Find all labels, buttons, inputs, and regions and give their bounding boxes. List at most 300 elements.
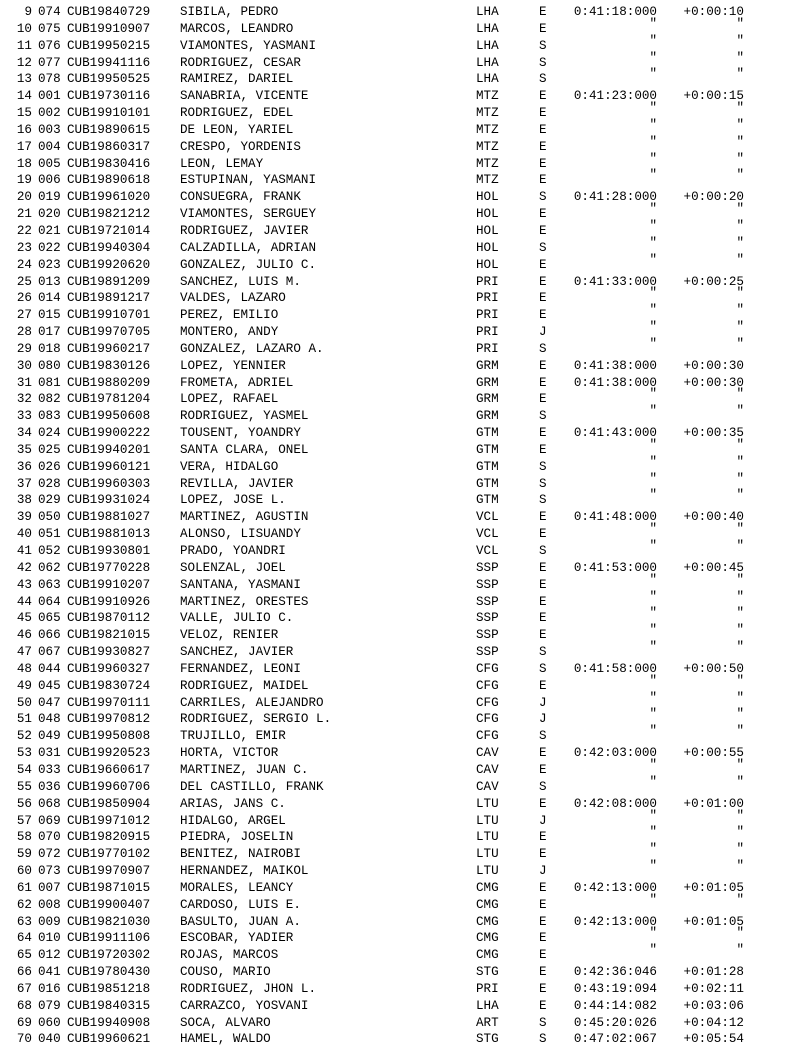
finish-time-cell: 0:41:23:000 bbox=[573, 89, 657, 104]
team-code-cell: MTZ bbox=[476, 173, 499, 188]
time-gap-cell: " bbox=[736, 320, 744, 335]
finish-time-cell: " bbox=[649, 539, 657, 553]
team-code-cell: GTM bbox=[476, 426, 499, 441]
license-code-cell: CUB19910207 bbox=[67, 577, 151, 592]
position-cell: 70 bbox=[16, 1032, 32, 1047]
team-code-cell: LHA bbox=[476, 5, 499, 19]
bib-number-cell: 048 bbox=[38, 712, 61, 727]
finish-time-cell: " bbox=[649, 892, 657, 907]
position-cell: 29 bbox=[16, 341, 32, 356]
finish-time-cell: " bbox=[649, 286, 657, 301]
bib-number-cell: 020 bbox=[38, 207, 61, 222]
rider-name-cell: PIEDRA, JOSELIN bbox=[180, 830, 294, 845]
rider-name-cell: HAMEL, WALDO bbox=[180, 1032, 271, 1047]
bib-number-cell: 013 bbox=[38, 274, 61, 289]
position-cell: 23 bbox=[16, 240, 32, 255]
finish-time-cell: " bbox=[649, 320, 657, 335]
finish-time-cell: " bbox=[649, 606, 657, 621]
bib-number-cell: 007 bbox=[38, 880, 61, 895]
position-cell: 31 bbox=[16, 375, 32, 390]
rider-name-cell: FERNANDEZ, LEONI bbox=[180, 661, 301, 676]
finish-time-cell: 0:41:28:000 bbox=[573, 190, 657, 205]
finish-time-cell: " bbox=[649, 488, 657, 503]
rider-name-cell: GONZALEZ, LAZARO A. bbox=[180, 341, 324, 356]
time-gap-cell: " bbox=[736, 943, 744, 958]
license-code-cell: CUB19820915 bbox=[67, 830, 151, 845]
time-gap-cell: " bbox=[736, 437, 744, 452]
team-code-cell: LHA bbox=[476, 38, 499, 53]
rider-name-cell: VERA, HIDALGO bbox=[180, 459, 279, 474]
license-code-cell: CUB19910926 bbox=[67, 594, 151, 609]
license-code-cell: CUB19891209 bbox=[67, 274, 151, 289]
bib-number-cell: 072 bbox=[38, 847, 61, 862]
category-cell: E bbox=[539, 308, 547, 323]
bib-number-cell: 031 bbox=[38, 746, 61, 761]
position-cell: 38 bbox=[16, 493, 32, 508]
category-cell: E bbox=[539, 880, 547, 895]
position-cell: 22 bbox=[16, 223, 32, 238]
results-list bbox=[0, 4, 800, 1048]
team-code-cell: HOL bbox=[476, 223, 499, 238]
finish-time-cell: " bbox=[649, 67, 657, 82]
finish-time-cell: " bbox=[649, 218, 657, 233]
category-cell: E bbox=[539, 746, 547, 761]
finish-time-cell: " bbox=[649, 303, 657, 318]
time-gap-cell: +0:01:00 bbox=[683, 796, 744, 811]
team-code-cell: LTU bbox=[476, 796, 499, 811]
category-cell: S bbox=[539, 729, 547, 744]
bib-number-cell: 015 bbox=[38, 308, 61, 323]
time-gap-cell: " bbox=[736, 774, 744, 789]
bib-number-cell: 014 bbox=[38, 291, 61, 306]
time-gap-cell: +0:05:54 bbox=[683, 1032, 744, 1047]
position-cell: 54 bbox=[16, 762, 32, 777]
bib-number-cell: 060 bbox=[38, 1015, 61, 1030]
time-gap-cell: " bbox=[736, 606, 744, 621]
license-code-cell: CUB19910907 bbox=[67, 21, 151, 36]
category-cell: E bbox=[539, 392, 547, 407]
license-code-cell: CUB19720302 bbox=[67, 948, 151, 963]
finish-time-cell: " bbox=[649, 33, 657, 48]
team-code-cell: HOL bbox=[476, 240, 499, 255]
team-code-cell: CFG bbox=[476, 678, 499, 693]
position-cell: 43 bbox=[16, 577, 32, 592]
finish-time-cell: 0:41:38:000 bbox=[573, 375, 657, 390]
category-cell: E bbox=[539, 442, 547, 457]
finish-time-cell: " bbox=[649, 926, 657, 941]
team-code-cell: CAV bbox=[476, 762, 499, 777]
category-cell: E bbox=[539, 914, 547, 929]
bib-number-cell: 036 bbox=[38, 779, 61, 794]
rider-name-cell: VIAMONTES, SERGUEY bbox=[180, 207, 317, 222]
team-code-cell: SSP bbox=[476, 560, 499, 575]
license-code-cell: CUB19940908 bbox=[67, 1015, 151, 1030]
team-code-cell: VCL bbox=[476, 544, 499, 558]
category-cell: E bbox=[539, 965, 547, 980]
finish-time-cell: " bbox=[649, 808, 657, 823]
bib-number-cell: 075 bbox=[38, 21, 61, 36]
team-code-cell: HOL bbox=[476, 190, 499, 205]
license-code-cell: CUB19950608 bbox=[67, 409, 151, 424]
rider-name-cell: ROJAS, MARCOS bbox=[180, 948, 279, 963]
time-gap-cell: +0:00:50 bbox=[683, 661, 744, 676]
bib-number-cell: 052 bbox=[38, 544, 61, 558]
license-code-cell: CUB19730116 bbox=[67, 89, 151, 104]
position-cell: 61 bbox=[16, 880, 32, 895]
position-cell: 32 bbox=[16, 392, 32, 407]
rider-name-cell: BENITEZ, NAIROBI bbox=[180, 847, 301, 862]
result-row bbox=[0, 964, 800, 981]
time-gap-cell: " bbox=[736, 387, 744, 402]
rider-name-cell: CARRILES, ALEJANDRO bbox=[180, 695, 324, 710]
time-gap-cell: +0:02:11 bbox=[683, 981, 744, 996]
license-code-cell: CUB19851218 bbox=[67, 981, 151, 996]
category-cell: S bbox=[539, 661, 547, 676]
team-code-cell: GTM bbox=[476, 442, 499, 457]
position-cell: 49 bbox=[16, 678, 32, 693]
time-gap-cell: " bbox=[736, 539, 744, 553]
license-code-cell: CUB19941116 bbox=[67, 55, 151, 70]
result-row bbox=[0, 67, 800, 88]
category-cell: E bbox=[539, 830, 547, 845]
time-gap-cell: +0:00:45 bbox=[683, 560, 744, 575]
position-cell: 47 bbox=[16, 645, 32, 660]
finish-time-cell: 0:41:53:000 bbox=[573, 560, 657, 575]
category-cell: E bbox=[539, 139, 547, 154]
finish-time-cell: " bbox=[649, 673, 657, 688]
category-cell: E bbox=[539, 678, 547, 693]
time-gap-cell: " bbox=[736, 757, 744, 772]
team-code-cell: LTU bbox=[476, 813, 499, 828]
category-cell: E bbox=[539, 375, 547, 390]
license-code-cell: CUB19830724 bbox=[67, 678, 151, 693]
category-cell: E bbox=[539, 156, 547, 171]
license-code-cell: CUB19910701 bbox=[67, 308, 151, 323]
position-cell: 42 bbox=[16, 560, 32, 575]
team-code-cell: LHA bbox=[476, 55, 499, 70]
category-cell: E bbox=[539, 106, 547, 121]
rider-name-cell: RODRIGUEZ, JAVIER bbox=[180, 223, 309, 238]
category-cell: S bbox=[539, 476, 547, 491]
rider-name-cell: ALONSO, LISUANDY bbox=[180, 527, 301, 542]
team-code-cell: LTU bbox=[476, 830, 499, 845]
category-cell: E bbox=[539, 122, 547, 137]
team-code-cell: SSP bbox=[476, 611, 499, 626]
finish-time-cell: 0:42:36:046 bbox=[573, 965, 657, 980]
bib-number-cell: 065 bbox=[38, 611, 61, 626]
license-code-cell: CUB19860317 bbox=[67, 139, 151, 154]
license-code-cell: CUB19881027 bbox=[67, 510, 151, 525]
license-code-cell: CUB19821015 bbox=[67, 628, 151, 643]
category-cell: S bbox=[539, 779, 547, 794]
result-row bbox=[0, 859, 800, 880]
time-gap-cell: " bbox=[736, 168, 744, 183]
time-gap-cell: " bbox=[736, 218, 744, 233]
position-cell: 11 bbox=[16, 38, 32, 53]
rider-name-cell: MARCOS, LEANDRO bbox=[180, 21, 294, 36]
finish-time-cell: " bbox=[649, 859, 657, 874]
rider-name-cell: LOPEZ, JOSE L. bbox=[180, 493, 286, 508]
category-cell: E bbox=[539, 21, 547, 36]
time-gap-cell: " bbox=[736, 522, 744, 537]
position-cell: 53 bbox=[16, 746, 32, 761]
time-gap-cell: +0:01:05 bbox=[683, 914, 744, 929]
license-code-cell: CUB19721014 bbox=[67, 223, 151, 238]
category-cell: S bbox=[539, 645, 547, 660]
time-gap-cell: " bbox=[736, 673, 744, 688]
position-cell: 33 bbox=[16, 409, 32, 424]
finish-time-cell: 0:41:58:000 bbox=[573, 661, 657, 676]
finish-time-cell: " bbox=[649, 707, 657, 722]
rider-name-cell: MONTERO, ANDY bbox=[180, 325, 279, 340]
finish-time-cell: " bbox=[649, 724, 657, 739]
time-gap-cell: +0:01:05 bbox=[683, 880, 744, 895]
finish-time-cell: " bbox=[649, 168, 657, 183]
rider-name-cell: BASULTO, JUAN A. bbox=[180, 914, 301, 929]
category-cell: J bbox=[539, 712, 547, 727]
category-cell: J bbox=[539, 864, 547, 879]
finish-time-cell: " bbox=[649, 471, 657, 486]
time-gap-cell: " bbox=[736, 623, 744, 638]
rider-name-cell: RODRIGUEZ, JHON L. bbox=[180, 981, 317, 996]
result-row bbox=[0, 252, 800, 274]
license-code-cell: CUB19821212 bbox=[67, 207, 151, 222]
rider-name-cell: RODRIGUEZ, EDEL bbox=[180, 106, 294, 121]
time-gap-cell: +0:01:28 bbox=[683, 965, 744, 980]
team-code-cell: GTM bbox=[476, 476, 499, 491]
time-gap-cell: +0:00:20 bbox=[683, 190, 744, 205]
finish-time-cell: 0:43:19:094 bbox=[573, 981, 657, 996]
team-code-cell: GRM bbox=[476, 375, 499, 390]
license-code-cell: CUB19910101 bbox=[67, 106, 151, 121]
category-cell: E bbox=[539, 981, 547, 996]
position-cell: 65 bbox=[16, 948, 32, 963]
position-cell: 27 bbox=[16, 308, 32, 323]
license-code-cell: CUB19970812 bbox=[67, 712, 151, 727]
bib-number-cell: 078 bbox=[38, 72, 61, 87]
category-cell: E bbox=[539, 89, 547, 104]
license-code-cell: CUB19960706 bbox=[67, 779, 151, 794]
bib-number-cell: 082 bbox=[38, 392, 61, 407]
team-code-cell: MTZ bbox=[476, 139, 499, 154]
time-gap-cell: " bbox=[736, 33, 744, 48]
result-row bbox=[0, 943, 800, 964]
bib-number-cell: 023 bbox=[38, 257, 61, 272]
bib-number-cell: 081 bbox=[38, 375, 61, 390]
time-gap-cell: " bbox=[736, 454, 744, 469]
time-gap-cell: " bbox=[736, 572, 744, 587]
position-cell: 10 bbox=[16, 21, 32, 36]
rider-name-cell: LOPEZ, RAFAEL bbox=[180, 392, 279, 407]
finish-time-cell: " bbox=[649, 640, 657, 655]
category-cell: J bbox=[539, 325, 547, 340]
team-code-cell: CMG bbox=[476, 931, 499, 946]
result-row bbox=[0, 774, 800, 796]
rider-name-cell: SOCA, ALVARO bbox=[180, 1015, 271, 1030]
bib-number-cell: 004 bbox=[38, 139, 61, 154]
time-gap-cell: " bbox=[736, 252, 744, 267]
team-code-cell: CAV bbox=[476, 746, 499, 761]
bib-number-cell: 080 bbox=[38, 358, 61, 373]
license-code-cell: CUB19890618 bbox=[67, 173, 151, 188]
time-gap-cell: +0:00:35 bbox=[683, 426, 744, 441]
finish-time-cell: " bbox=[649, 825, 657, 840]
position-cell: 12 bbox=[16, 55, 32, 70]
bib-number-cell: 079 bbox=[38, 998, 61, 1013]
rider-name-cell: CONSUEGRA, FRANK bbox=[180, 190, 301, 205]
position-cell: 62 bbox=[16, 897, 32, 912]
position-cell: 63 bbox=[16, 914, 32, 929]
license-code-cell: CUB19950525 bbox=[67, 72, 151, 87]
license-code-cell: CUB19920523 bbox=[67, 746, 151, 761]
category-cell: S bbox=[539, 409, 547, 424]
finish-time-cell: " bbox=[649, 117, 657, 132]
rider-name-cell: GONZALEZ, JULIO C. bbox=[180, 257, 317, 272]
time-gap-cell: " bbox=[736, 690, 744, 705]
finish-time-cell: " bbox=[649, 774, 657, 789]
time-gap-cell: " bbox=[736, 859, 744, 874]
position-cell: 51 bbox=[16, 712, 32, 727]
bib-number-cell: 008 bbox=[38, 897, 61, 912]
category-cell: E bbox=[539, 796, 547, 811]
bib-number-cell: 022 bbox=[38, 240, 61, 255]
bib-number-cell: 041 bbox=[38, 965, 61, 980]
finish-time-cell: 0:44:14:082 bbox=[573, 998, 657, 1013]
category-cell: E bbox=[539, 291, 547, 306]
license-code-cell: CUB19781204 bbox=[67, 392, 151, 407]
finish-time-cell: " bbox=[649, 437, 657, 452]
rider-name-cell: SOLENZAL, JOEL bbox=[180, 560, 286, 575]
bib-number-cell: 006 bbox=[38, 173, 61, 188]
bib-number-cell: 025 bbox=[38, 442, 61, 457]
finish-time-cell: " bbox=[649, 252, 657, 267]
finish-time-cell: 0:42:13:000 bbox=[573, 880, 657, 895]
position-cell: 69 bbox=[16, 1015, 32, 1030]
rider-name-cell: CRESPO, YORDENIS bbox=[180, 139, 301, 154]
rider-name-cell: ARIAS, JANS C. bbox=[180, 796, 286, 811]
category-cell: E bbox=[539, 611, 547, 626]
license-code-cell: CUB19950215 bbox=[67, 38, 151, 53]
rider-name-cell: SANABRIA, VICENTE bbox=[180, 89, 309, 104]
team-code-cell: LHA bbox=[476, 998, 499, 1013]
finish-time-cell: 0:41:33:000 bbox=[573, 274, 657, 289]
position-cell: 68 bbox=[16, 998, 32, 1013]
position-cell: 28 bbox=[16, 325, 32, 340]
team-code-cell: MTZ bbox=[476, 156, 499, 171]
category-cell: S bbox=[539, 1032, 547, 1047]
result-row bbox=[0, 358, 800, 375]
bib-number-cell: 064 bbox=[38, 594, 61, 609]
bib-number-cell: 047 bbox=[38, 695, 61, 710]
position-cell: 20 bbox=[16, 190, 32, 205]
license-code-cell: CUB19970705 bbox=[67, 325, 151, 340]
bib-number-cell: 073 bbox=[38, 864, 61, 879]
category-cell: J bbox=[539, 695, 547, 710]
time-gap-cell: +0:00:10 bbox=[683, 5, 744, 19]
time-gap-cell: " bbox=[736, 303, 744, 318]
result-row bbox=[0, 168, 800, 189]
time-gap-cell: +0:03:06 bbox=[683, 998, 744, 1013]
finish-time-cell: " bbox=[649, 690, 657, 705]
team-code-cell: LHA bbox=[476, 72, 499, 87]
category-cell: E bbox=[539, 510, 547, 525]
team-code-cell: PRI bbox=[476, 308, 499, 323]
category-cell: E bbox=[539, 931, 547, 946]
finish-time-cell: " bbox=[649, 202, 657, 217]
position-cell: 57 bbox=[16, 813, 32, 828]
team-code-cell: CMG bbox=[476, 880, 499, 895]
category-cell: S bbox=[539, 459, 547, 474]
position-cell: 46 bbox=[16, 628, 32, 643]
license-code-cell: CUB19891217 bbox=[67, 291, 151, 306]
rider-name-cell: TOUSENT, YOANDRY bbox=[180, 426, 301, 441]
rider-name-cell: RODRIGUEZ, YASMEL bbox=[180, 409, 309, 424]
time-gap-cell: " bbox=[736, 707, 744, 722]
category-cell: E bbox=[539, 762, 547, 777]
category-cell: E bbox=[539, 577, 547, 592]
position-cell: 48 bbox=[16, 661, 32, 676]
result-row bbox=[0, 336, 800, 358]
team-code-cell: LHA bbox=[476, 21, 499, 36]
team-code-cell: GRM bbox=[476, 392, 499, 407]
time-gap-cell: " bbox=[736, 640, 744, 655]
rider-name-cell: CARRAZCO, YOSVANI bbox=[180, 998, 309, 1013]
category-cell: S bbox=[539, 240, 547, 255]
position-cell: 35 bbox=[16, 442, 32, 457]
rider-name-cell: FROMETA, ADRIEL bbox=[180, 375, 294, 390]
finish-time-cell: " bbox=[649, 134, 657, 149]
rider-name-cell: MARTINEZ, AGUSTIN bbox=[180, 510, 309, 525]
team-code-cell: PRI bbox=[476, 274, 499, 289]
finish-time-cell: " bbox=[649, 943, 657, 958]
team-code-cell: HOL bbox=[476, 257, 499, 272]
bib-number-cell: 044 bbox=[38, 661, 61, 676]
time-gap-cell: " bbox=[736, 471, 744, 486]
license-code-cell: CUB19971012 bbox=[67, 813, 151, 828]
license-code-cell: CUB19840315 bbox=[67, 998, 151, 1013]
category-cell: E bbox=[539, 207, 547, 222]
license-code-cell: CUB19850904 bbox=[67, 796, 151, 811]
position-cell: 39 bbox=[16, 510, 32, 525]
team-code-cell: VCL bbox=[476, 527, 499, 542]
rider-name-cell: VALDES, LAZARO bbox=[180, 291, 286, 306]
license-code-cell: CUB19950808 bbox=[67, 729, 151, 744]
license-code-cell: CUB19840729 bbox=[67, 5, 151, 19]
finish-time-cell: " bbox=[649, 50, 657, 65]
team-code-cell: PRI bbox=[476, 981, 499, 996]
bib-number-cell: 063 bbox=[38, 577, 61, 592]
bib-number-cell: 074 bbox=[38, 5, 61, 19]
team-code-cell: HOL bbox=[476, 207, 499, 222]
result-row bbox=[0, 981, 800, 998]
team-code-cell: CMG bbox=[476, 948, 499, 963]
finish-time-cell: " bbox=[649, 16, 657, 31]
license-code-cell: CUB19870112 bbox=[67, 611, 151, 626]
license-code-cell: CUB19961020 bbox=[67, 190, 151, 205]
license-code-cell: CUB19830126 bbox=[67, 358, 151, 373]
rider-name-cell: DEL CASTILLO, FRANK bbox=[180, 779, 324, 794]
finish-time-cell: " bbox=[649, 623, 657, 638]
finish-time-cell: " bbox=[649, 589, 657, 604]
rider-name-cell: PRADO, YOANDRI bbox=[180, 544, 286, 558]
license-code-cell: CUB19890615 bbox=[67, 122, 151, 137]
time-gap-cell: " bbox=[736, 117, 744, 132]
time-gap-cell: " bbox=[736, 286, 744, 301]
bib-number-cell: 002 bbox=[38, 106, 61, 121]
position-cell: 55 bbox=[16, 779, 32, 794]
time-gap-cell: +0:00:15 bbox=[683, 89, 744, 104]
rider-name-cell: MARTINEZ, ORESTES bbox=[180, 594, 309, 609]
